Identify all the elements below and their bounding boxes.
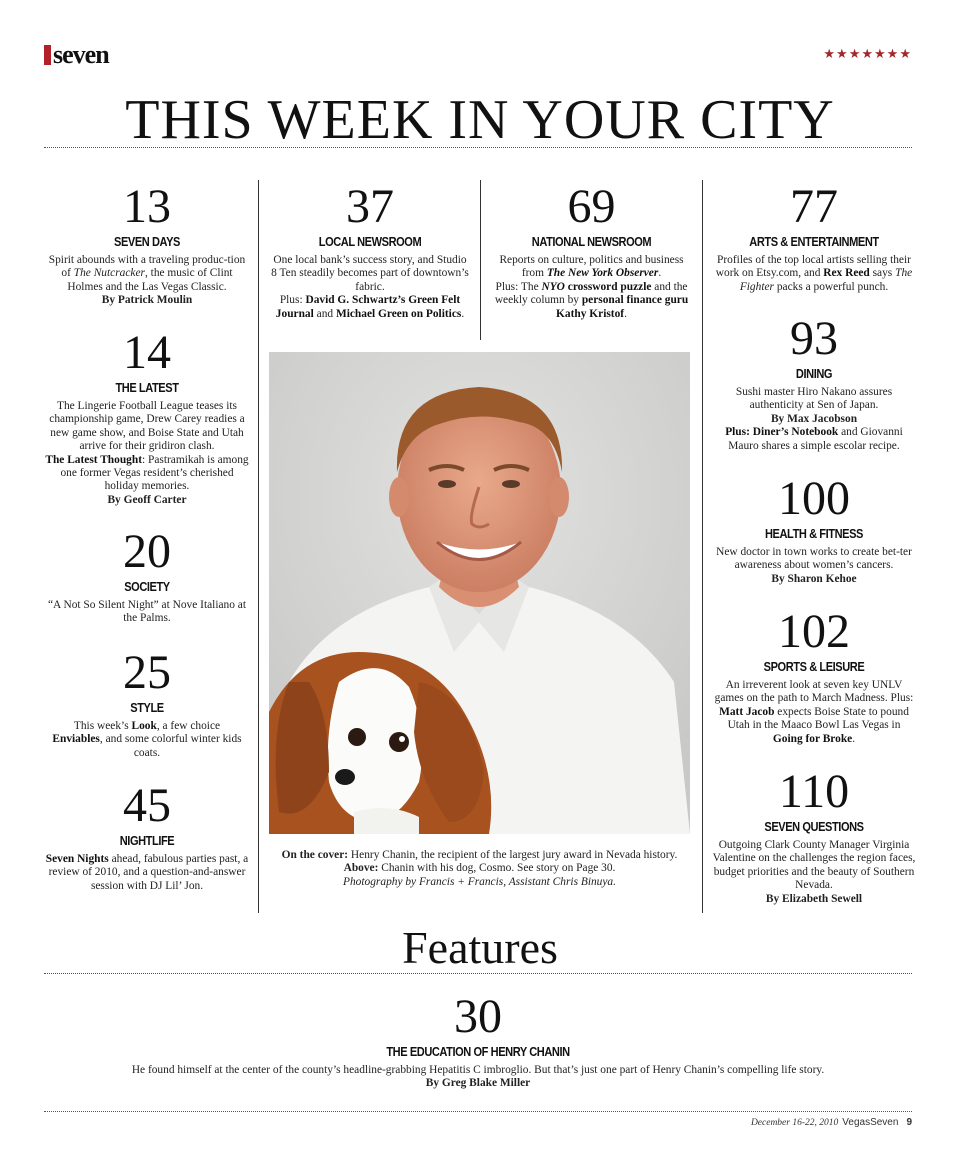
section-heading: HEALTH & FITNESS xyxy=(765,526,863,541)
page-number: 45 xyxy=(123,779,171,832)
section-heading: SEVEN QUESTIONS xyxy=(764,819,864,834)
section-body: An irreverent look at seven key UNLV games on the path to March Madness. Plus: Matt Jacob expects Boise State to pound Utah in the Maaco Bowl Las Vegas in Going for Broke. xyxy=(714,679,914,745)
section-body: Profiles of the top local artists selling their work on Etsy.com, and Rex Reed says The Fighter packs a powerful punch. xyxy=(715,254,913,293)
page-number: 37 xyxy=(346,180,394,233)
section-sports-leisure xyxy=(712,607,916,746)
section-the-latest xyxy=(44,328,250,507)
byline: By Sharon Kehoe xyxy=(771,572,857,585)
section-body: New doctor in town works to create bet-ter awareness about women’s cancers. By Sharon Kehoe xyxy=(716,546,912,585)
footer-brand: VegasSeven xyxy=(842,1117,899,1128)
page-number: 25 xyxy=(123,646,171,699)
section-heading: LOCAL NEWSROOM xyxy=(318,234,422,249)
page-number: 13 xyxy=(123,180,171,233)
section-heading: DINING xyxy=(795,366,833,381)
page-title: THIS WEEK IN YOUR CITY xyxy=(125,89,835,151)
byline: By Max Jacobson xyxy=(770,412,858,425)
page-number: 77 xyxy=(790,180,838,233)
section-body: Outgoing Clark County Manager Virginia Valentine on the challenges the region faces, budget priorities and the beauty of Southern Nevada. By Elizabeth Sewell xyxy=(712,839,916,905)
byline: By Elizabeth Sewell xyxy=(765,892,863,905)
page-number: 69 xyxy=(567,180,616,233)
section-body: Spirit abounds with a traveling produc-tion of The Nutcracker, the music of Clint Holmes and the Las Vegas Classic. By Patrick Moulin xyxy=(48,254,246,307)
issue-date: December 16-22, 2010 xyxy=(750,1118,839,1128)
photo-credit: Photography by Francis + Francis, Assistant Chris Binuya. xyxy=(343,875,616,888)
section-body: Reports on culture, politics and business from The New York Observer. Plus: The NYO crossword puzzle and the weekly column by personal finance guru Kathy Kristof. xyxy=(494,254,689,320)
page-number: 93 xyxy=(790,312,838,365)
title-divider xyxy=(44,147,912,148)
section-nightlife xyxy=(44,781,250,893)
page-number: 102 xyxy=(778,605,850,658)
feature-story xyxy=(44,992,912,1091)
byline: By Greg Blake Miller xyxy=(425,1077,531,1090)
cover-caption: On the cover: Henry Chanin, the recipient of the largest jury award in Nevada history. Above: Chanin with his dog, Cosmo. See story on Page 30. Photography by Francis + Francis, Assistant Chris Binuya. xyxy=(281,849,678,888)
features-divider xyxy=(44,973,912,974)
section-heading: SEVEN DAYS xyxy=(114,234,180,249)
column-divider-1 xyxy=(258,180,259,913)
section-body: “A Not So Silent Night” at Nove Italiano at the Palms. xyxy=(47,599,247,625)
section-style xyxy=(44,648,250,760)
section-body: He found himself at the center of the county’s headline-grabbing Hepatitis C imbroglio. But that’s just one part of Henry Chanin’s compelling life story. By Greg Blake Miller xyxy=(131,1064,825,1090)
section-seven-questions xyxy=(712,767,916,906)
section-heading: NIGHTLIFE xyxy=(119,833,175,848)
section-body: Sushi master Hiro Nakano assures authenticity at Sen of Japan. By Max Jacobson Plus: Diner’s Notebook and Giovanni Mauro shares a simple escolar recipe. xyxy=(725,386,903,452)
logo-bar-icon xyxy=(44,45,51,65)
byline: By Patrick Moulin xyxy=(101,294,193,307)
features-title: Features xyxy=(402,922,558,973)
page-number: 110 xyxy=(778,765,850,818)
section-heading: STYLE xyxy=(130,700,164,715)
section-health-fitness xyxy=(712,474,916,586)
section-body: Seven Nights ahead, fabulous parties past, a review of 2010, and a question-and-answer session with DJ Lil’ Jon. xyxy=(45,853,249,892)
section-heading: ARTS & ENTERTAINMENT xyxy=(749,234,879,249)
section-arts-entertainment xyxy=(712,182,916,294)
section-body: This week’s Look, a few choice Enviables, and some colorful winter kids coats. xyxy=(52,720,242,759)
page-footer xyxy=(751,1117,912,1128)
henry-chanin-with-dog-photo xyxy=(269,352,690,834)
column-divider-3 xyxy=(702,180,703,913)
page-number: 20 xyxy=(123,525,171,578)
section-seven-days xyxy=(44,182,250,308)
section-body: One local bank’s success story, and Studio 8 Ten steadily becomes part of downtown’s fabric. Plus: David G. Schwartz’s Green Felt Journal and Michael Green on Politics. xyxy=(271,254,469,320)
section-body: The Lingerie Football League teases its championship game, Drew Carey readies a new game show, and Boise State and Utah arrive for their gridiron clash. The Latest Thought: Pastramikah is among one former Vegas resident’s cherished holiday memories. By Geoff Carter xyxy=(45,400,249,506)
section-heading: SOCIETY xyxy=(124,579,170,594)
column-divider-2 xyxy=(480,180,481,340)
section-heading: SPORTS & LEISURE xyxy=(763,659,865,674)
cover-photo xyxy=(269,352,690,834)
logo-text: seven xyxy=(53,40,109,69)
page-number: 100 xyxy=(778,472,850,525)
section-heading: THE LATEST xyxy=(115,380,179,395)
footer-divider xyxy=(44,1111,912,1112)
page-number-footer: 9 xyxy=(906,1117,912,1128)
stars-icon: ★★★★★★★ xyxy=(823,47,912,62)
page-number: 14 xyxy=(123,326,171,379)
section-heading: THE EDUCATION OF HENRY CHANIN xyxy=(386,1044,570,1059)
section-society xyxy=(44,527,250,626)
section-heading: NATIONAL NEWSROOM xyxy=(531,234,652,249)
section-local-newsroom xyxy=(270,182,470,321)
section-dining xyxy=(712,314,916,453)
byline: By Geoff Carter xyxy=(107,493,187,506)
seven-logo xyxy=(44,40,109,70)
page-number: 30 xyxy=(454,990,502,1043)
section-national-newsroom xyxy=(490,182,693,321)
